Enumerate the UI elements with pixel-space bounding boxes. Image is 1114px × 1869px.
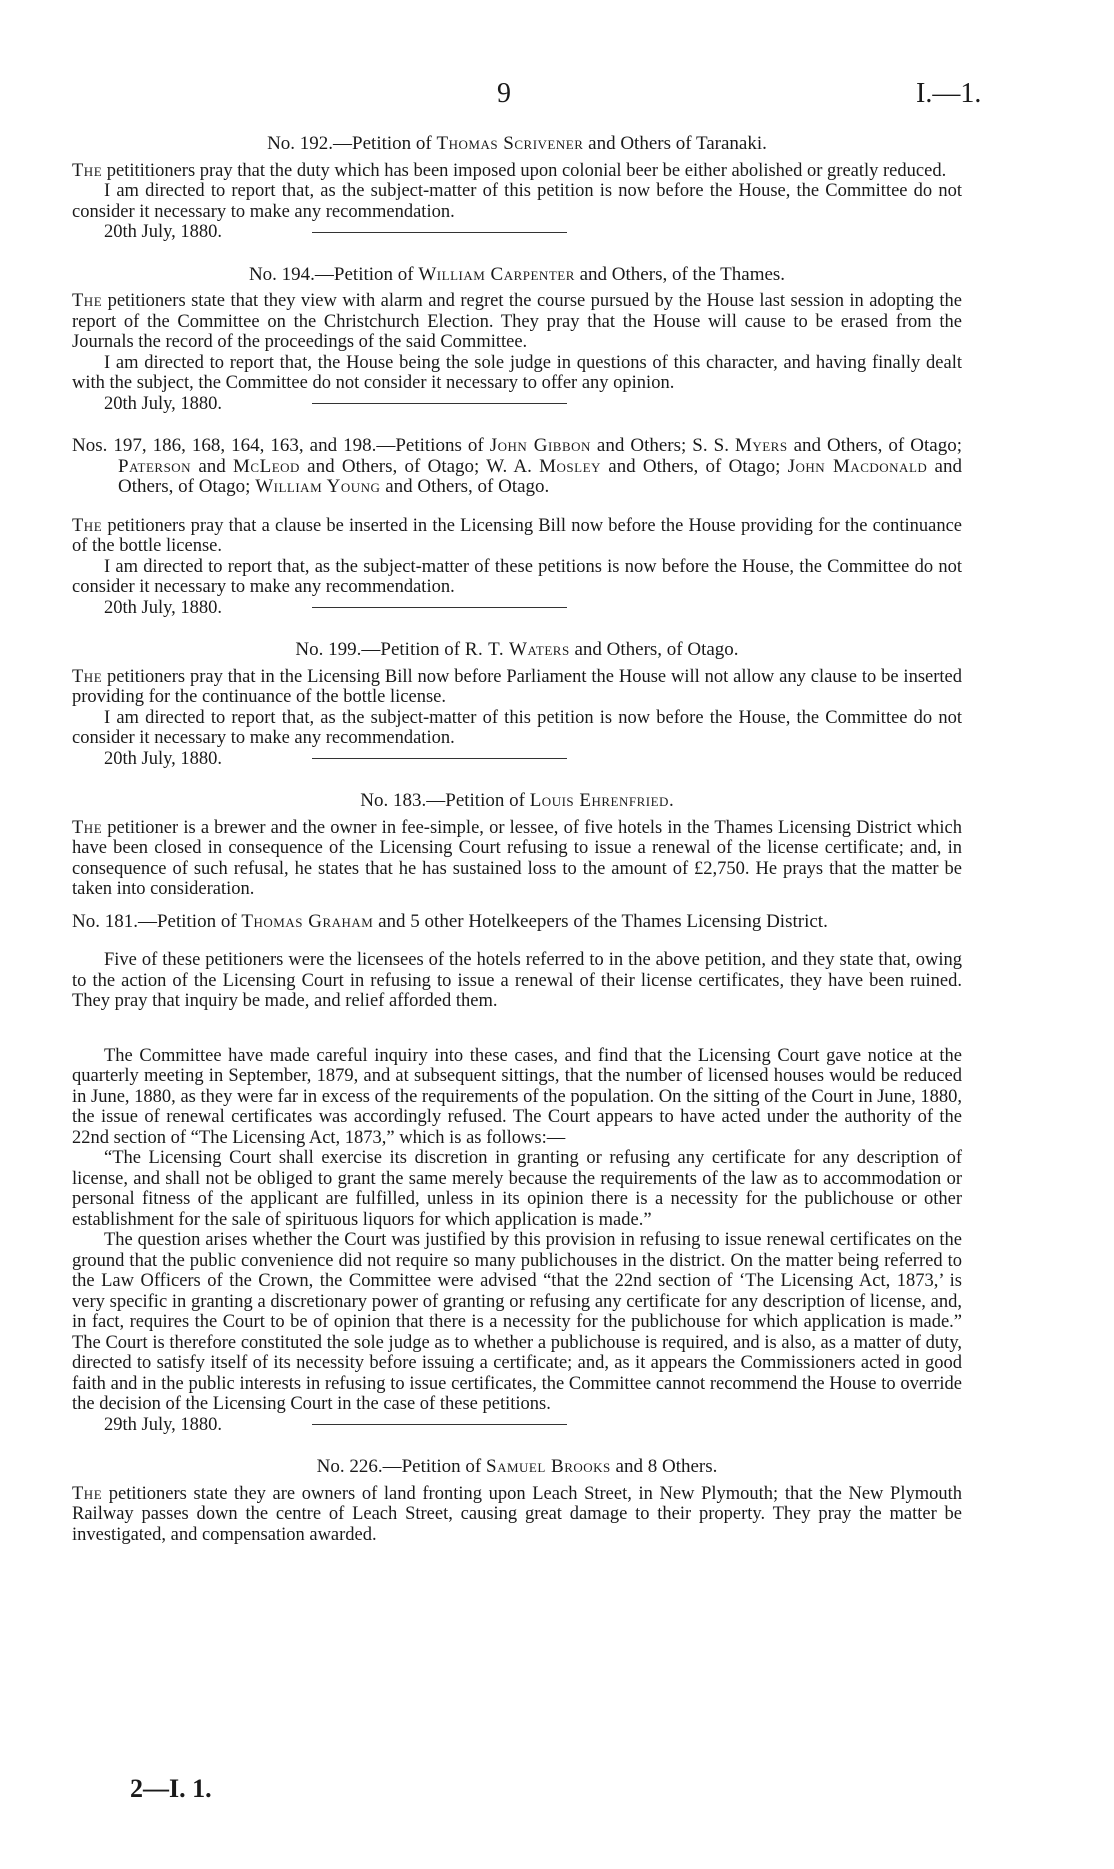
report-date: 20th July, 1880. bbox=[104, 748, 223, 769]
petition-183 bbox=[72, 791, 962, 900]
section-divider bbox=[312, 758, 567, 759]
section-divider bbox=[312, 1424, 567, 1425]
report-date: 20th July, 1880. bbox=[104, 597, 223, 618]
petitioner-name: Thomas Graham bbox=[241, 910, 374, 932]
findings-conclusion: The question arises whether the Court was justified by this provision in refusing to issue renewal certificates on the ground that the public convenience did not require so many publichouses in the district. On the matter being referred to the Law Officers of the Crown, the Committee were advised “that the 22nd section of ‘The Licensing Act, 1873,’ is very specific in granting a discretionary power of granting or refusing any certificate for any description of license, and, in fact, requires the Court to be of opinion that there is a necessity for the publichouse for which application is made.” The Court is therefore constituted the sole judge as to whether a publichouse is required, and is also, as a matter of duty, directed to satisfy itself of its necessity before issuing a certificate; and, as it appears the Commissioners acted in good faith and in the public interests in refusing to issue certificates, the Committee cannot recommend the House to override the decision of the Licensing Court in the case of these petitions. bbox=[72, 1230, 962, 1414]
committee-findings bbox=[72, 1046, 962, 1436]
petition-heading: No. 226.—Petition of Samuel Brooks and 8 Others. bbox=[316, 1456, 718, 1477]
section-divider bbox=[312, 232, 567, 233]
petition-text: The petitioners state that they view with alarm and regret the course pursued by the House last session in adopting the report of the Committee on the Christchurch Election. They pray that the House will cause to be erased from the Journals the record of the proceedings of the said Committee. bbox=[72, 291, 962, 352]
petition-194 bbox=[72, 265, 962, 415]
report-date: 20th July, 1880. bbox=[104, 393, 223, 414]
petitioner-name: William Carpenter bbox=[418, 263, 575, 285]
petition-text: The petitioners state they are owners of land fronting upon Leach Street, in New Plymouth; that the New Plymouth Railway passes down the centre of Leach Street, causing great damage to their property. They pray the matter be investigated, and compensation awarded. bbox=[72, 1483, 962, 1545]
petition-text: The petitioner is a brewer and the owner in fee-simple, or lessee, of five hotels in the Thames Licensing District which have been closed in consequence of the Licensing Court refusing to issue a renewal of the license certificate; and, in consequence of such refusal, he states that he has sustained loss to the amount of £2,750. He prays that the matter be taken into consideration. bbox=[72, 817, 962, 899]
signature-mark: 2—I. 1. bbox=[130, 1774, 212, 1803]
petition-heading: No. 199.—Petition of R. T. Waters and Others, of Otago. bbox=[295, 639, 739, 660]
section-divider bbox=[312, 607, 567, 608]
petitioner-name: Samuel Brooks bbox=[486, 1456, 611, 1477]
petition-text: The petitioners pray that a clause be inserted in the Licensing Bill now before the House providing for the continuance of the bottle license. bbox=[72, 515, 962, 556]
act-quotation: “The Licensing Court shall exercise its discretion in granting or refusing any certificate for any description of license, and shall not be obliged to grant the same merely because the requirements of the law as to accommodation or personal fitness of the applicant are fulfilled, unless in its opinion there is a necessity for the publichouse or other establishment for the sale of spirituous liquors for which application is made.” bbox=[72, 1148, 962, 1230]
document-body bbox=[72, 134, 962, 1545]
petition-192 bbox=[72, 134, 962, 243]
petition-text: The petitioners pray that in the Licensing Bill now before Parliament the House will not allow any clause to be inserted providing for the continuance of the bottle license. bbox=[72, 666, 962, 707]
report-text: I am directed to report that, as the subject-matter of this petition is now before the House, the Committee do not consider it necessary to make any recommendation. bbox=[72, 707, 962, 748]
petition-heading: No. 181.—Petition of Thomas Graham and 5 other Hotelkeepers of the Thames Licensing District. bbox=[72, 910, 828, 932]
page-number: 9 bbox=[497, 78, 511, 109]
petition-199 bbox=[72, 640, 962, 769]
petitioner-name: R. T. Waters bbox=[464, 639, 570, 660]
petition-181 bbox=[72, 912, 962, 1012]
petition-text: The petititioners pray that the duty which has been imposed upon colonial beer be either abolished or greatly reduced. bbox=[72, 160, 947, 181]
report-date: 29th July, 1880. bbox=[104, 1414, 223, 1435]
report-text: I am directed to report that, as the subject-matter of this petition is now before the House, the Committee do not consider it necessary to make any recommendation. bbox=[72, 181, 962, 222]
petition-heading: No. 194.—Petition of William Carpenter and Others, of the Thames. bbox=[248, 263, 786, 285]
document-reference: I.—1. bbox=[916, 78, 982, 109]
findings-paragraph: The Committee have made careful inquiry into these cases, and find that the Licensing Court gave notice at the quarterly meeting in September, 1879, and at subsequent sittings, that the number of licensed houses would be reduced in June, 1880, as they were far in excess of the requirements of the population. On the sitting of the Court in June, 1880, the issue of renewal certificates was accordingly refused. The Court appears to have acted under the authority of the 22nd section of “The Licensing Act, 1873,” which is as follows:— bbox=[72, 1045, 962, 1148]
report-text: I am directed to report that, as the subject-matter of these petitions is now before the House, the Committee do not consider it necessary to make any recommendation. bbox=[72, 556, 962, 597]
petition-heading: No. 183.—Petition of Louis Ehrenfried. bbox=[360, 790, 674, 811]
petition-heading: No. 192.—Petition of Thomas Scrivener and Others of Taranaki. bbox=[267, 133, 767, 154]
section-divider bbox=[312, 403, 567, 404]
petitioner-name: Thomas Scrivener bbox=[436, 133, 584, 154]
petition-text: Five of these petitioners were the licensees of the hotels referred to in the above petition, and they state that, owing to the action of the Licensing Court in refusing to issue a renewal of their license certificates, they have been ruined. They pray that inquiry be made, and relief afforded them. bbox=[72, 950, 962, 1011]
petitions-197-group bbox=[72, 436, 962, 618]
petition-heading: Nos. 197, 186, 168, 164, 163, and 198.—Petitions of John Gibbon and Others; S. S. Myers and Others, of Otago; Paterson and McLeod and Others, of Otago; W. A. Mosley and Others, of Otago; John Macdonald and Others, of Otago; William Young and Others, of Otago. bbox=[72, 435, 962, 497]
report-date: 20th July, 1880. bbox=[104, 222, 223, 242]
petitioner-name: Louis Ehrenfried bbox=[529, 790, 669, 811]
petition-226 bbox=[72, 1457, 962, 1545]
report-text: I am directed to report that, the House being the sole judge in questions of this character, and having finally dealt with the subject, the Committee do not consider it necessary to offer any opinion. bbox=[72, 352, 962, 393]
